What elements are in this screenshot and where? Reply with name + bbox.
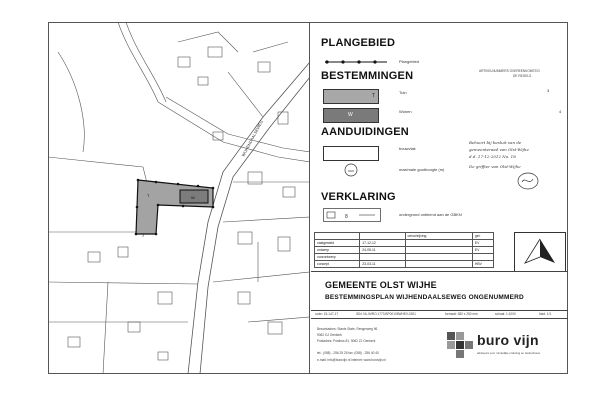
- plan-area: [135, 179, 215, 236]
- goothoogte-label: maximale goothoogte (m): [399, 167, 445, 172]
- wonen-label: Wonen: [399, 109, 412, 114]
- plan-title: BESTEMMINGSPLAN WIJHENDAALSEWEG ONGENUMMERD: [325, 294, 524, 301]
- bouwvlak-swatch: [323, 146, 379, 161]
- map-area: [48, 22, 310, 374]
- table-row: concept 23-03-11 HBV: [315, 261, 494, 268]
- logo-tagline1: adviseurs voor ruimtelijke ordening en stedenbouw: [477, 351, 540, 355]
- title-block: [311, 271, 568, 319]
- svg-text:8: 8: [345, 214, 348, 220]
- tuin-label: Tuin: [399, 90, 407, 95]
- table-row: vastgesteld 17-12-12 EV: [315, 240, 494, 247]
- table-row: voorontwerp: [315, 254, 494, 261]
- office-line5: e-mail: info@burovijn.nl internet: www.burovijn.nl: [317, 358, 386, 362]
- tuin-article: 3: [547, 88, 550, 93]
- signature-mark: [515, 170, 541, 192]
- office-line2: 9062 GJ Oenkerk: [317, 333, 342, 337]
- north-arrow-box: [514, 232, 566, 272]
- road-label: WIJHENDAALSEWEG: [240, 119, 264, 158]
- municipality-title: GEMEENTE OLST WIJHE: [325, 280, 437, 290]
- article-note-line1: ARTIKELNUMMERS OVEREENKOMSTIG: [479, 69, 540, 73]
- svg-text:T: T: [147, 193, 150, 198]
- bestemmingen-heading: BESTEMMINGEN: [321, 70, 414, 82]
- svg-text:W: W: [191, 195, 195, 200]
- rev-header-label: [315, 233, 360, 240]
- buro-vijn-logo-icon: [445, 330, 475, 360]
- revision-header-row: [315, 233, 494, 240]
- stamp-line2: gemeenteraad van Olst-Wijhe: [469, 147, 529, 152]
- wonen-swatch: [323, 108, 379, 123]
- stamp-line3: d.d. 17-12-2012 No. 18: [469, 154, 516, 159]
- office-line1: Bezoekadres: Stanle State, Rengerweg 96: [317, 327, 378, 331]
- plangebied-symbol: [323, 56, 389, 68]
- rev-header-date: [360, 233, 405, 240]
- office-footer: [311, 318, 568, 374]
- goothoogte-symbol: [339, 162, 363, 178]
- stamp-line1: Behoort bij besluit van de: [469, 140, 522, 145]
- revision-table: [314, 232, 494, 268]
- plangebied-label: Plangebied: [399, 59, 420, 64]
- format-label: formaat: 380 x 250 mm: [445, 312, 478, 316]
- blad-label: blad: 1/1: [539, 312, 552, 316]
- tuin-code: T: [371, 93, 375, 99]
- wonen-article: 4: [559, 109, 562, 114]
- rev-header-by: get.: [472, 233, 493, 240]
- ondergrond-label: ondergrond ontleend aan de GBKN: [399, 212, 462, 217]
- north-arrow-icon: [515, 233, 565, 271]
- cadastral-map: [48, 22, 310, 374]
- rev-header-desc: omschrijving: [405, 233, 472, 240]
- tuin-swatch: [323, 89, 379, 104]
- wonen-code: W: [348, 112, 353, 118]
- plangebied-heading: PLANGEBIED: [321, 37, 396, 49]
- office-line4: tel.: (058) - 256 25 25 fax: (058) - 256 40 40: [317, 351, 379, 355]
- code-label: code: 15-147-17: [315, 312, 339, 316]
- verklaring-heading: VERKLARING: [321, 191, 396, 203]
- logo-text: buro vijn: [477, 332, 539, 348]
- table-row: ontwerp 24-05-11 EV: [315, 247, 494, 254]
- article-note-line2: DE REGELS: [513, 74, 532, 78]
- office-line3: Postadres: Postbus 81, 9062 ZJ Oenkerk: [317, 339, 376, 343]
- aanduidingen-heading: AANDUIDINGEN: [321, 126, 409, 138]
- ondergrond-symbol: [323, 208, 381, 222]
- bouwvlak-label: bouwvlak: [399, 146, 416, 151]
- schaal-label: schaal: 1:1000: [495, 312, 516, 316]
- idn-label: IDN: NL.IMRO.1773.BP00105WHE0-0301: [356, 312, 416, 316]
- stamp-line4: De griffier van Olst-Wijhe: [469, 164, 521, 169]
